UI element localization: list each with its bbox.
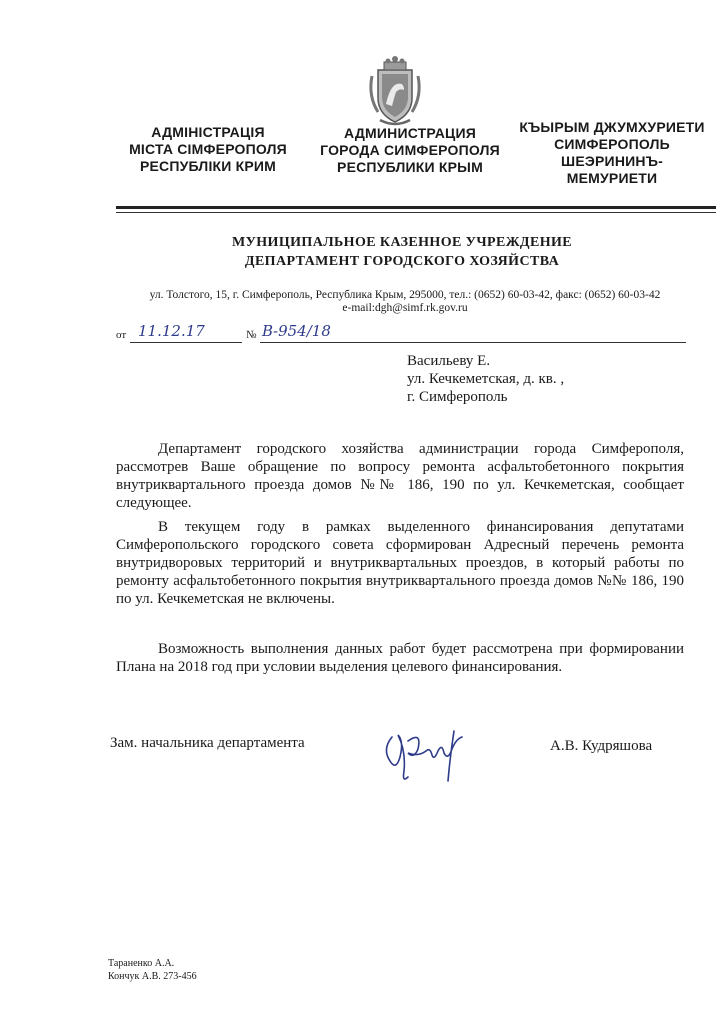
org-crh-line: КЪЫРЫМ ДЖУМХУРИЕТИ [519, 119, 705, 135]
org-ru-line: РЕСПУБЛИКИ КРЫМ [337, 159, 483, 175]
department-title-line2: ДЕПАРТАМЕНТ ГОРОДСКОГО ХОЗЯЙСТВА [244, 254, 560, 269]
org-ua-line: МІСТА СІМФЕРОПОЛЯ [129, 141, 287, 157]
org-crh-line: СИМФЕРОПОЛЬ [554, 136, 670, 152]
ref-date-handwritten: 11.12.17 [138, 322, 205, 340]
contact-email: e-mail:dgh@simf.rk.gov.ru [342, 302, 468, 314]
org-ua-line: АДМІНІСТРАЦІЯ [151, 124, 265, 140]
addressee-city: г. Симферополь [407, 389, 508, 405]
header-divider-thin [116, 212, 716, 213]
org-name-ukrainian [118, 124, 298, 175]
header-divider-thick [116, 206, 716, 209]
addressee-street: ул. Кечкеметская, д. кв. , [407, 371, 565, 387]
ref-number-underline [260, 342, 686, 343]
signer-name: А.В. Кудряшова [550, 738, 653, 754]
department-title-line1: МУНИЦИПАЛЬНОЕ КАЗЕННОЕ УЧРЕЖДЕНИЕ [231, 235, 573, 250]
ref-number-handwritten: В-954/18 [262, 322, 331, 340]
org-name-russian [312, 125, 508, 176]
handwritten-signature [378, 727, 478, 785]
body-paragraph-2: В текущем году в рамках выделенного финансирования депутатами Симферопольского городского совета сформирован Адресный перечень ремонта внутридворовых территорий и внутриквартальных проездов, в который работы по ремонту асфальтобетонного покрытия внутриквартального проезда домов №№ 186, 190 по ул. Кечкеметская не включены. [116, 519, 684, 607]
addressee-name: Васильеву Е. [407, 353, 491, 369]
body-paragraph-1: Департамент городского хозяйства администрации города Симферополя, рассмотрев Ваше обращение по вопросу ремонта асфальтобетонного покрытия внутриквартального проезда домов №№ 186, 190 по ул. Кечкеметская, сообщает следующее. [116, 441, 684, 511]
ref-date-underline [130, 342, 242, 343]
footer-contact: Кончук А.В. 273-456 [108, 971, 197, 982]
org-crh-line: ШЕЭРИНИНЪ- [561, 153, 663, 169]
org-ru-line: ГОРОДА СИМФЕРОПОЛЯ [320, 142, 500, 158]
reference-row [116, 322, 686, 346]
contact-address: ул. Толстого, 15, г. Симферополь, Республика Крым, 295000, тел.: (0652) 60-03-42, факс: (0652) 60-03-42 [149, 289, 661, 301]
org-name-crimean-tatar [512, 119, 712, 187]
body-paragraph-3: Возможность выполнения данных работ будет рассмотрена при формировании Плана на 2018 год при условии выделения целевого финансирования. [116, 641, 684, 675]
org-ru-line: АДМИНИСТРАЦИЯ [344, 125, 476, 141]
ref-from-label: от [116, 329, 127, 341]
footer-executor: Тараненко А.А. [108, 958, 175, 969]
org-crh-line: МЕМУРИЕТИ [566, 170, 658, 186]
ref-number-label: № [246, 329, 257, 341]
org-ua-line: РЕСПУБЛІКИ КРИМ [139, 158, 277, 174]
coat-of-arms-emblem [364, 56, 426, 128]
signer-title: Зам. начальника департамента [110, 735, 305, 751]
